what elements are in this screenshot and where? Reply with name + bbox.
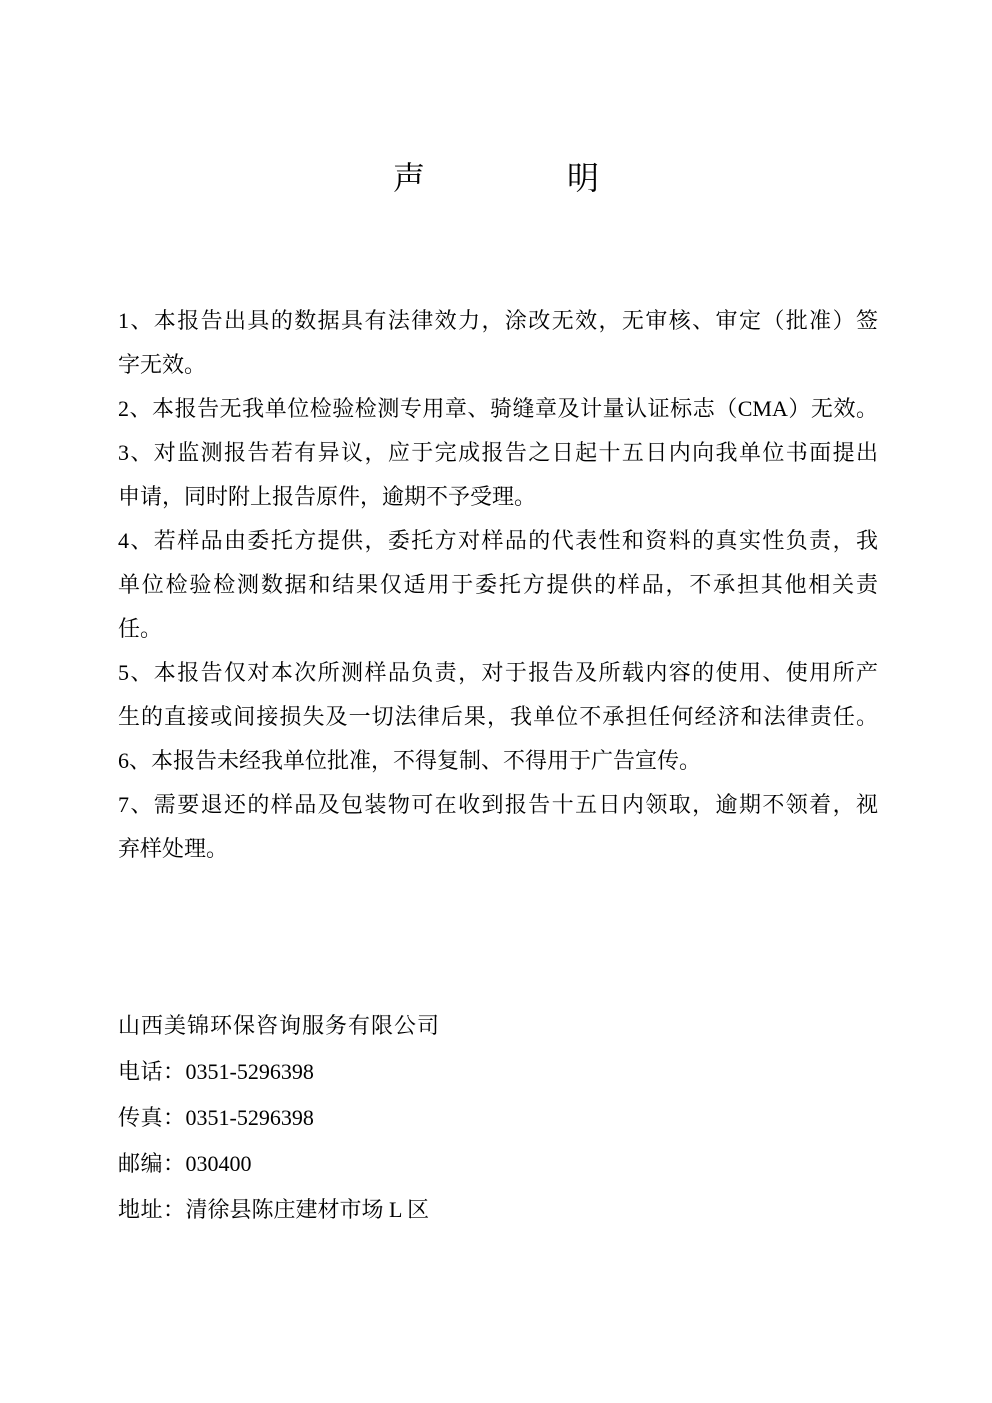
statement-1-line-2: 字无效。 (118, 352, 207, 377)
page-title-char-second: 明 (567, 160, 600, 196)
statement-7-line-2: 弃样处理。 (118, 836, 229, 861)
statement-4-line-3: 任。 (118, 616, 163, 641)
phone-label: 电话： (118, 1059, 186, 1084)
address-value: 清徐县陈庄建材市场 L 区 (185, 1197, 430, 1222)
company-name: 山西美锦环保咨询服务有限公司 (118, 1013, 441, 1038)
fax-value: 0351-5296398 (185, 1105, 314, 1130)
statement-3-line-2: 申请，同时附上报告原件，逾期不予受理。 (118, 484, 537, 509)
statement-3 (118, 431, 878, 519)
statement-4-line-2: 单位检验检测数据和结果仅适用于委托方提供的样品，不承担其他相关责 (118, 572, 878, 597)
postcode-value: 030400 (185, 1151, 252, 1176)
page-title-char-first: 声 (392, 160, 425, 196)
fax-label: 传真： (118, 1105, 186, 1130)
statement-3-line-1: 3、对监测报告若有异议，应于完成报告之日起十五日内向我单位书面提出 (118, 440, 878, 465)
statement-5-line-2: 生的直接或间接损失及一切法律后果，我单位不承担任何经济和法律责任。 (118, 704, 878, 729)
statement-2-line-1: 2、本报告无我单位检验检测专用章、骑缝章及计量认证标志（CMA）无效。 (118, 396, 878, 421)
statement-5-line-1: 5、本报告仅对本次所测样品负责，对于报告及所载内容的使用、使用所产 (118, 660, 878, 685)
statement-1 (118, 299, 878, 387)
statement-4-line-1: 4、若样品由委托方提供，委托方对样品的代表性和资料的真实性负责，我 (118, 528, 878, 553)
company-contact-block (118, 1003, 878, 1233)
statement-6-line-1: 6、本报告未经我单位批准，不得复制、不得用于广告宣传。 (118, 748, 702, 773)
statement-list (118, 299, 878, 871)
address-line (118, 1187, 878, 1233)
address-label: 地址： (118, 1197, 186, 1222)
statement-1-line-1: 1、本报告出具的数据具有法律效力，涂改无效，无审核、审定（批准）签 (118, 308, 878, 333)
statement-5 (118, 651, 878, 739)
statement-4 (118, 519, 878, 651)
fax-line (118, 1095, 878, 1141)
statement-7-line-1: 7、需要退还的样品及包装物可在收到报告十五日内领取，逾期不领着，视 (118, 792, 878, 817)
phone-line (118, 1049, 878, 1095)
statement-7 (118, 783, 878, 871)
statement-6 (118, 739, 878, 783)
postcode-line (118, 1141, 878, 1187)
statement-2 (118, 387, 878, 431)
phone-value: 0351-5296398 (185, 1059, 314, 1084)
page-title (0, 158, 992, 198)
postcode-label: 邮编： (118, 1151, 186, 1176)
